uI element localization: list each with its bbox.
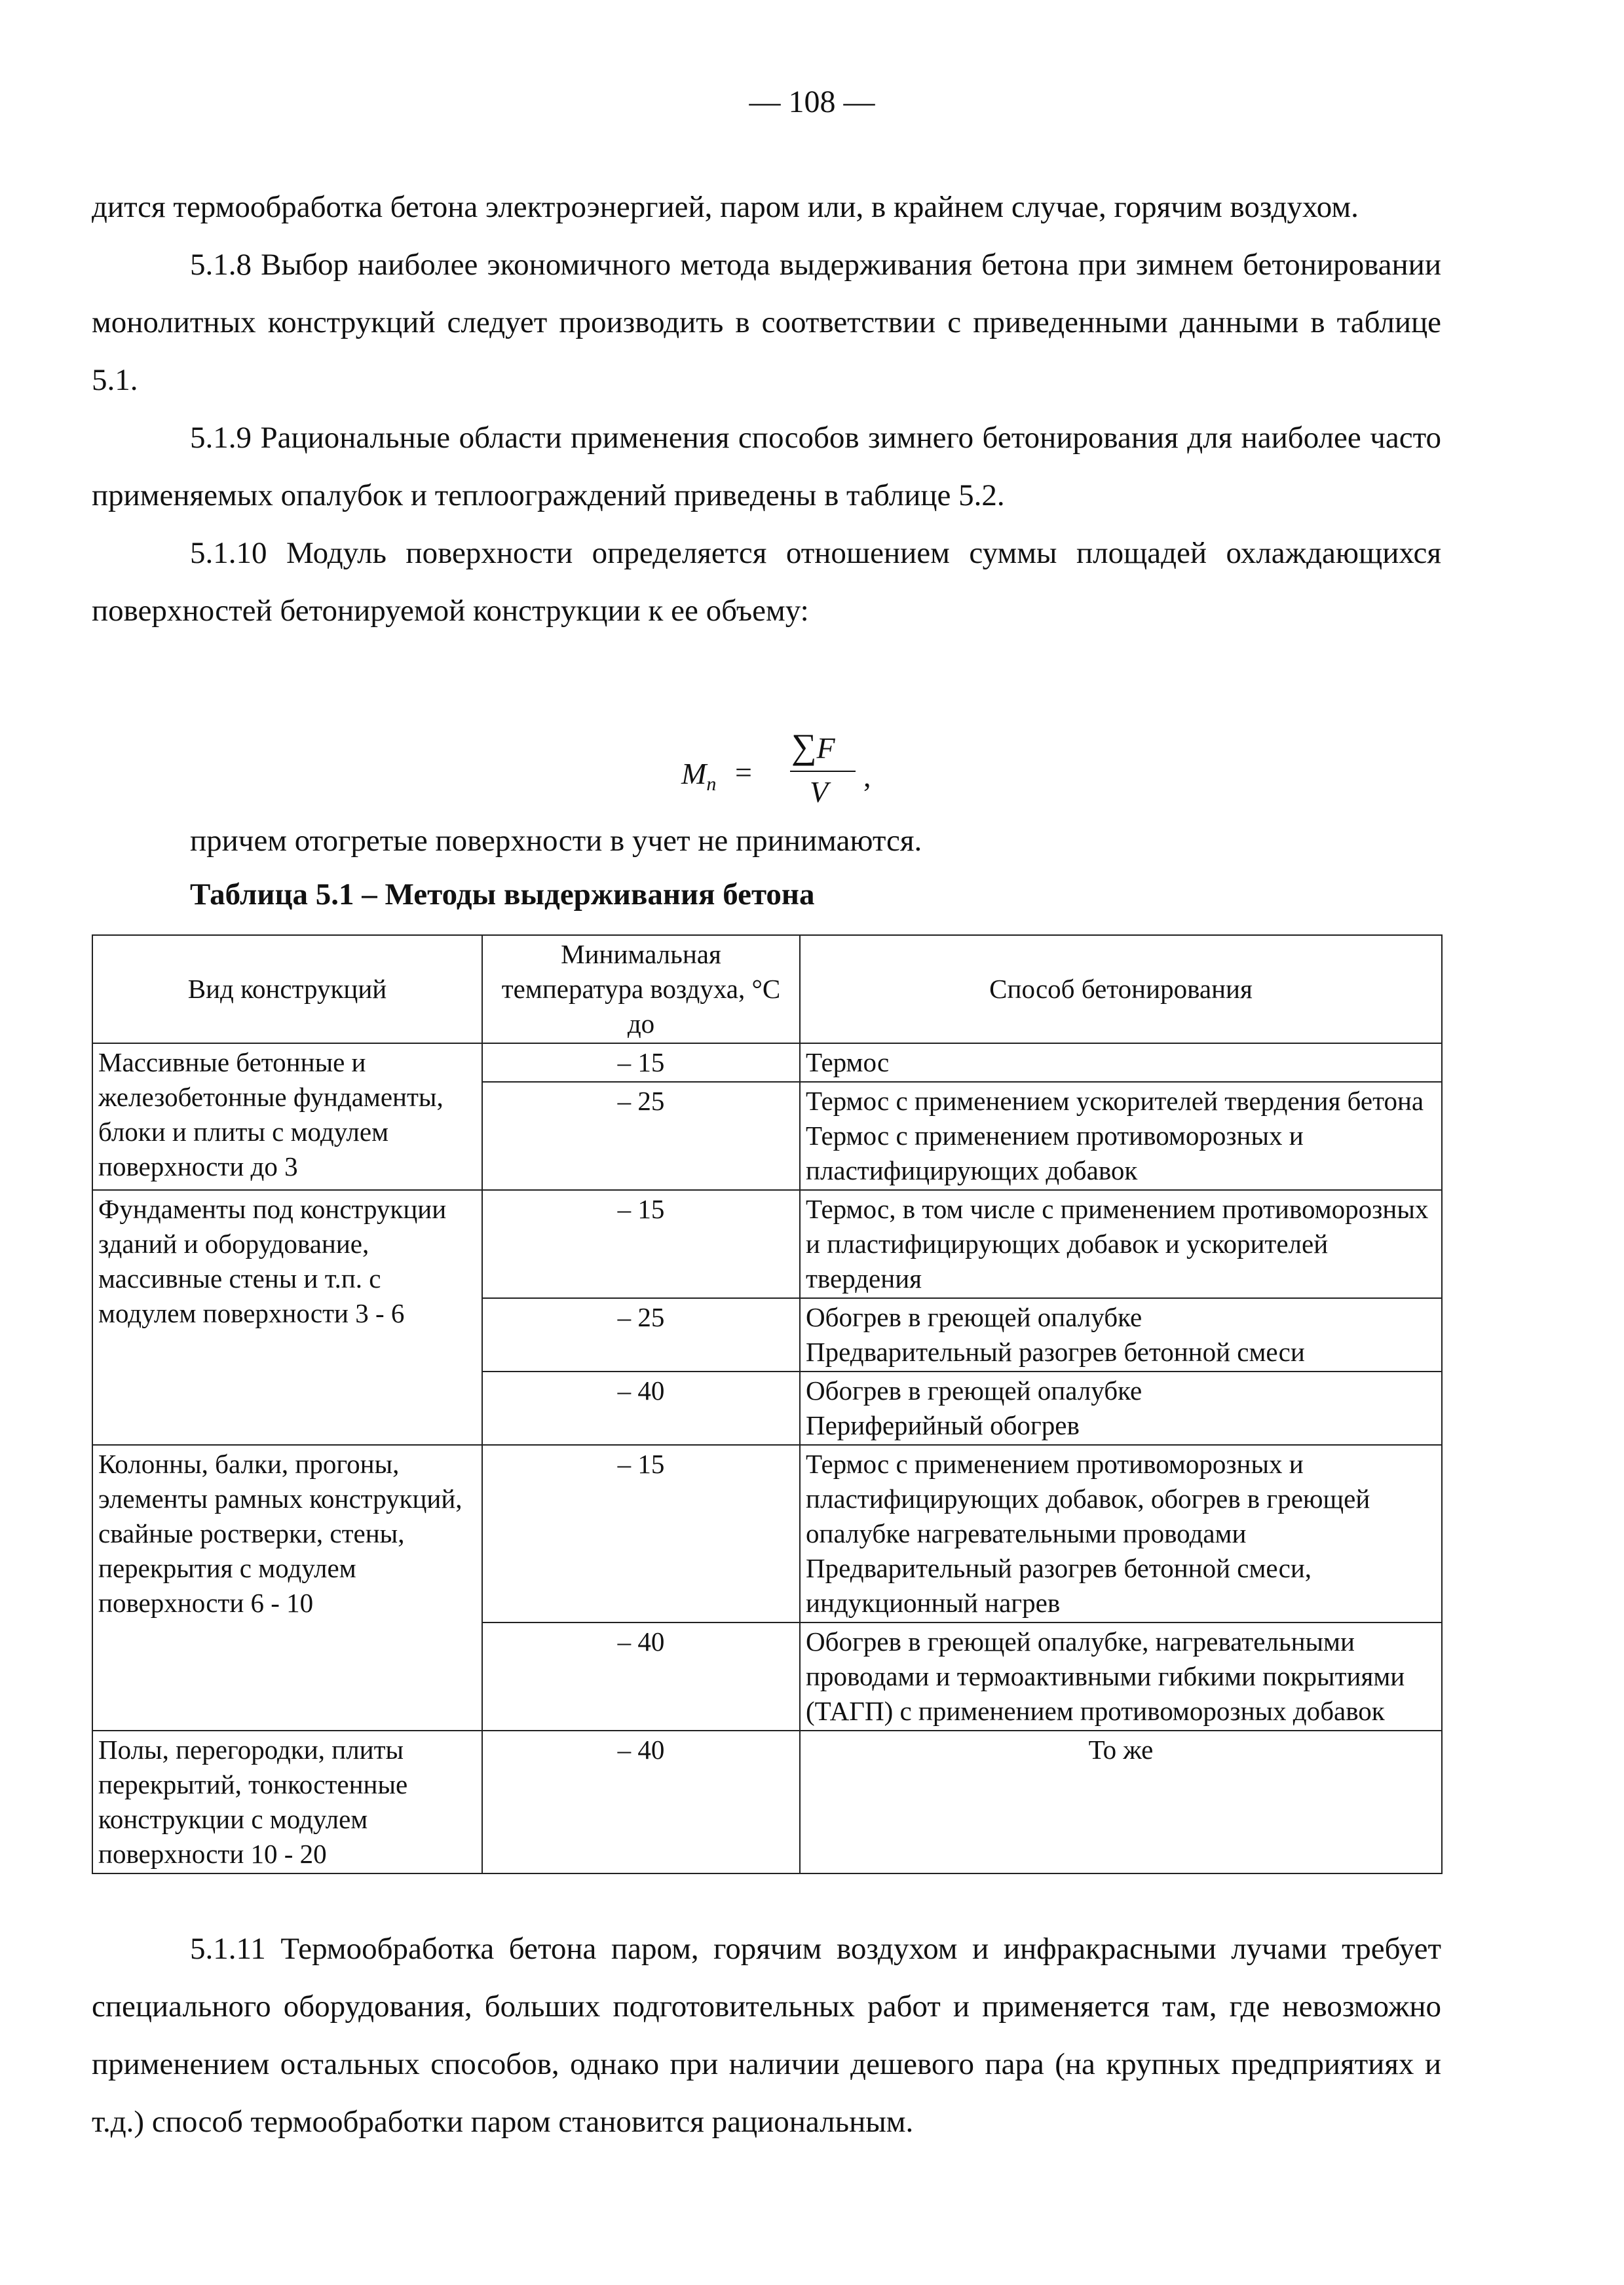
- method-cell: Обогрев в греющей опалубке Предварительный разогрев бетонной смеси: [800, 1298, 1442, 1372]
- construction-type-cell: Колонны, балки, прогоны, элементы рамных конструкций, свайные ростверки, стены, перекрытия с модулем поверхности 6 - 10: [92, 1445, 482, 1731]
- formula-lhs: $M_п$: [681, 757, 717, 796]
- formula-denominator: V: [810, 775, 829, 809]
- construction-type-cell: Фундаменты под конструкции зданий и оборудование, массивные стены и т.п. с модулем поверхности 3 - 6: [92, 1190, 482, 1445]
- table-row: [92, 1731, 1442, 1873]
- paragraph-5-1-10: 5.1.10 Модуль поверхности определяется отношением суммы площадей охлаждающихся поверхностей бетонируемой конструкции к ее объему:: [92, 536, 1441, 628]
- surface-modulus-formula: [681, 726, 878, 818]
- bottom-text: [92, 1920, 1441, 2151]
- table-header-row: [92, 935, 1442, 1043]
- curing-methods-table: [92, 934, 1443, 1874]
- method-cell: Термос с применением противоморозных и пластифицирующих добавок, обогрев в греющей опалубке нагревательными проводами Предварительный разогрев бетонной смеси, индукционный нагрев: [800, 1445, 1442, 1623]
- method-cell: Обогрев в греющей опалубке Периферийный обогрев: [800, 1372, 1442, 1445]
- table-row: [92, 1190, 1442, 1298]
- temperature-cell: – 15: [482, 1190, 800, 1298]
- table-row: [92, 1445, 1442, 1623]
- method-cell: То же: [800, 1731, 1442, 1873]
- table-title: Таблица 5.1 – Методы выдерживания бетона: [190, 877, 815, 912]
- temperature-cell: – 15: [482, 1043, 800, 1082]
- header-construction-type: Вид конструкций: [92, 935, 482, 1043]
- method-cell: Обогрев в греющей опалубке, нагревательными проводами и термоактивными гибкими покрытиями (ТАГП) с применением противоморозных добавок: [800, 1623, 1442, 1731]
- top-text: [92, 178, 1441, 640]
- temperature-cell: – 25: [482, 1082, 800, 1190]
- formula-equals: =: [735, 756, 752, 789]
- formula-fraction-bar: [790, 771, 856, 772]
- header-min-temperature: Минимальная температура воздуха, °С до: [482, 935, 800, 1043]
- temperature-cell: – 15: [482, 1445, 800, 1623]
- construction-type-cell: Массивные бетонные и железобетонные фундаменты, блоки и плиты с модулем поверхности до 3: [92, 1043, 482, 1190]
- temperature-cell: – 25: [482, 1298, 800, 1372]
- paragraph-5-1-9: 5.1.9 Рациональные области применения способов зимнего бетонирования для наиболее часто применяемых опалубок и теплоограждений приведены в таблице 5.2.: [92, 421, 1441, 512]
- page-number: — 108 —: [749, 85, 875, 119]
- method-cell: Термос, в том числе с применением противоморозных и пластифицирующих добавок и ускорителей твердения: [800, 1190, 1442, 1298]
- formula-numerator: ∑F: [791, 727, 835, 766]
- temperature-cell: – 40: [482, 1372, 800, 1445]
- table-row: [92, 1043, 1442, 1082]
- after-formula-text: причем отогретые поверхности в учет не принимаются.: [190, 824, 922, 858]
- formula-comma: ,: [863, 759, 871, 793]
- paragraph-continuation: дится термообработка бетона электроэнергией, паром или, в крайнем случае, горячим воздухом.: [92, 190, 1359, 224]
- construction-type-cell: Полы, перегородки, плиты перекрытий, тонкостенные конструкции с модулем поверхности 10 - 20: [92, 1731, 482, 1873]
- paragraph-5-1-11: 5.1.11 Термообработка бетона паром, горячим воздухом и инфракрасными лучами требует специального оборудования, больших подготовительных работ и применяется там, где невозможно применением остальных способов, однако при наличии дешевого пара (на крупных предприятиях и т.д.) способ термообработки паром становится рациональным.: [92, 1932, 1441, 2139]
- method-cell: Термос: [800, 1043, 1442, 1082]
- header-concreting-method: Способ бетонирования: [800, 935, 1442, 1043]
- method-cell: Термос с применением ускорителей твердения бетона Термос с применением противоморозных и пластифицирующих добавок: [800, 1082, 1442, 1190]
- temperature-cell: – 40: [482, 1731, 800, 1873]
- paragraph-5-1-8: 5.1.8 Выбор наиболее экономичного метода выдерживания бетона при зимнем бетонировании монолитных конструкций следует производить в соответствии с приведенными данными в таблице 5.1.: [92, 248, 1441, 397]
- temperature-cell: – 40: [482, 1623, 800, 1731]
